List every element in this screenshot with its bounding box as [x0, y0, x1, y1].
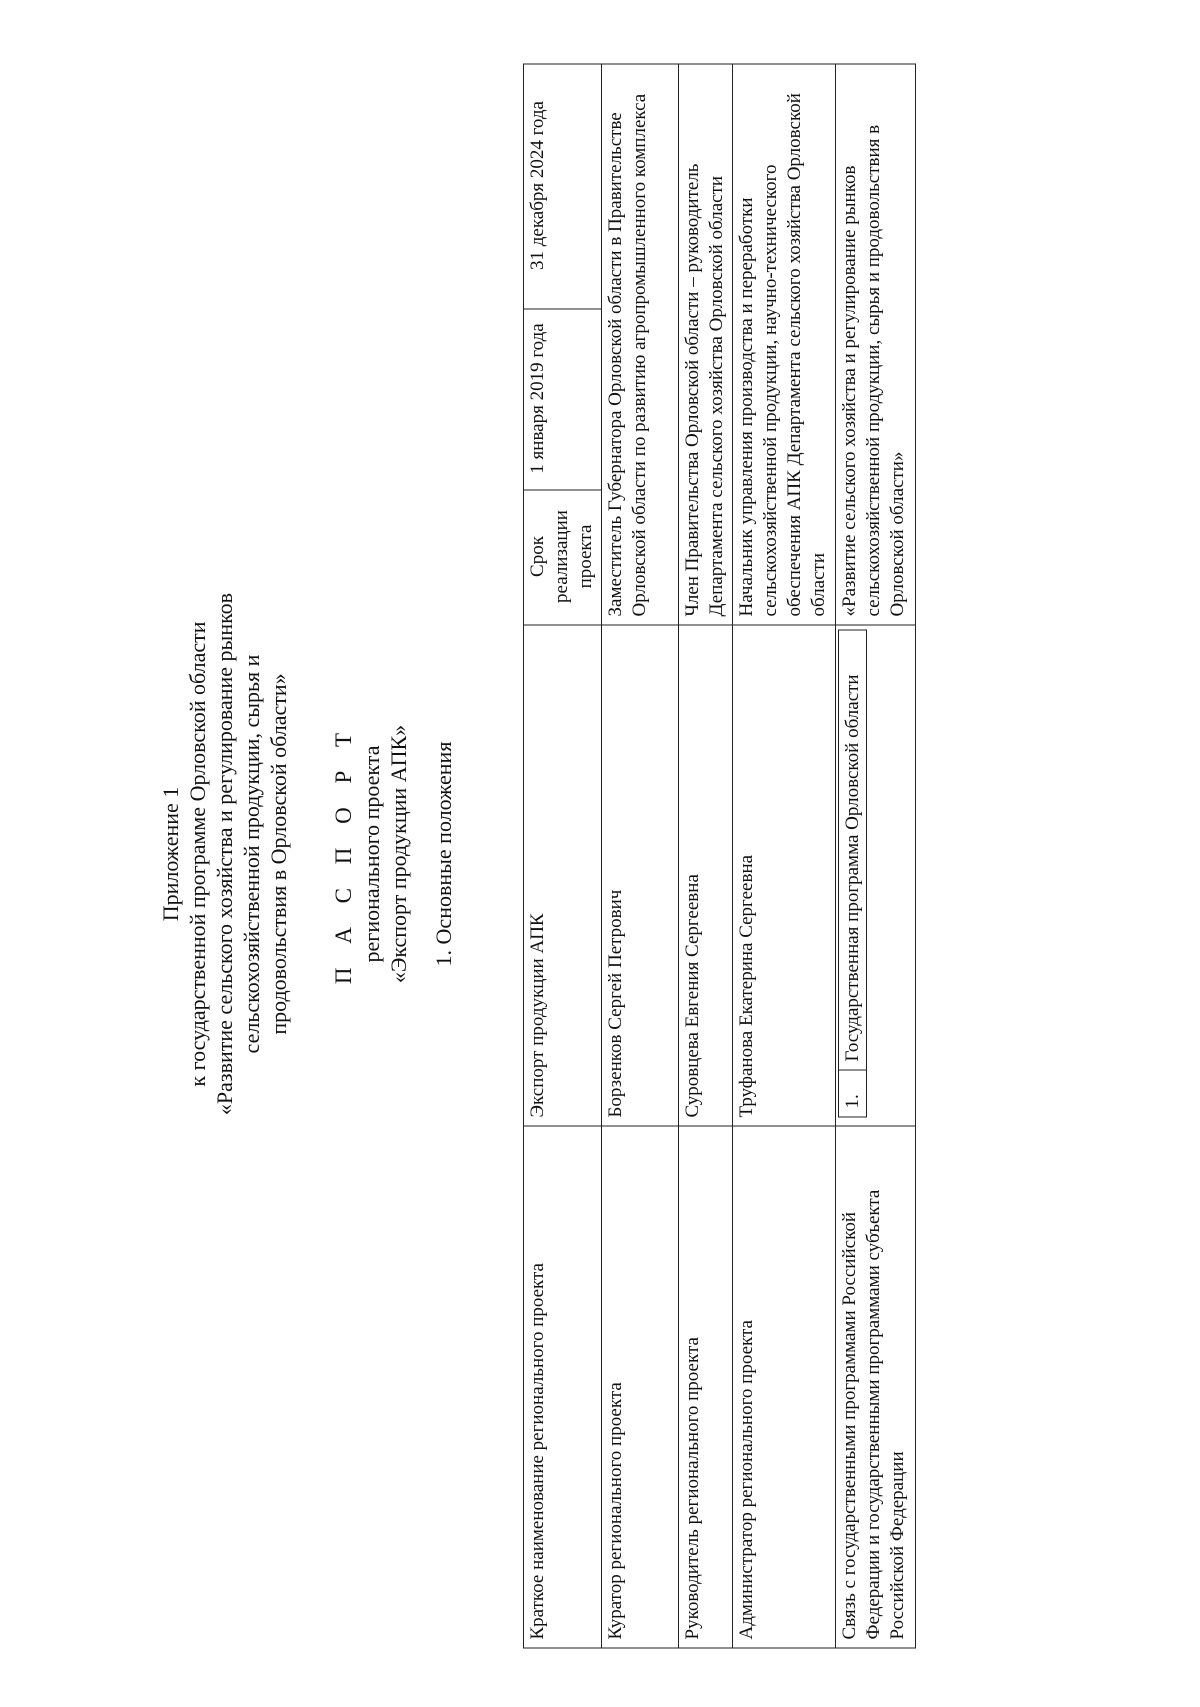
term-label: Срок реализации проекта [524, 490, 602, 625]
table-row [524, 64, 602, 1648]
term-start: 1 января 2019 года [524, 309, 602, 490]
appendix-line-1: Приложение 1 [158, 786, 183, 922]
curator-position: Заместитель Губернатора Орловской области в Правительстве Орловской области по развитию агропромышленного комплекса [602, 64, 679, 625]
rotated-sheet [40, 33, 1160, 1676]
head-position: Член Правительства Орловской области – руководитель Департамента сельского хозяйства Орловской области [679, 64, 733, 625]
term-end: 31 декабря 2024 года [524, 64, 602, 309]
row-label-programs-link: Связь с государственными программами Российской Федерации и государственными программами субъекта Российской Федерации [836, 1126, 916, 1648]
passport-table [523, 64, 916, 1649]
row-label-head: Руководитель регионального проекта [679, 1126, 733, 1648]
program-number: 1. [839, 1070, 867, 1117]
passport-title: П А С П О Р Т [331, 723, 356, 985]
appendix-line-5: продовольствия в Орловской области» [266, 673, 291, 1035]
table-row [602, 64, 679, 1648]
project-short-name: Экспорт продукции АПК [524, 625, 602, 1126]
appendix-line-3: «Развитие сельского хозяйства и регулирование рынков [212, 592, 237, 1116]
row-label-administrator: Администратор регионального проекта [733, 1126, 836, 1648]
section-title: 1. Основные положения [431, 741, 456, 967]
row-label-short-name: Краткое наименование регионального проекта [524, 1126, 602, 1648]
administrator-position: Начальник управления производства и переработки сельскохозяйственной продукции, научно-технического обеспечения АПК Департамента сельского хозяйства Орловской области [733, 64, 836, 625]
program-title: Государственная программа Орловской области [839, 630, 867, 1070]
program-inner-table [838, 630, 867, 1118]
program-name: «Развитие сельского хозяйства и регулирование рынков сельскохозяйственной продукции, сырья и продовольствия в Орловской области» [836, 64, 916, 625]
head-name: Суровцева Евгения Сергеевна [679, 625, 733, 1126]
table-row [733, 64, 836, 1648]
appendix-line-2: к государственной программе Орловской области [185, 621, 210, 1087]
passport-subtitle [358, 33, 412, 1676]
row-label-curator: Куратор регионального проекта [602, 1126, 679, 1648]
administrator-name: Труфанова Екатерина Сергеевна [733, 625, 836, 1126]
appendix-line-4: сельскохозяйственной продукции, сырья и [239, 654, 264, 1054]
appendix-header [157, 33, 292, 1676]
table-row [836, 64, 916, 1648]
passport-subtitle-1: регионального проекта [359, 745, 384, 963]
curator-name: Борзенков Сергей Петрович [602, 625, 679, 1126]
table-row [679, 64, 733, 1648]
program-cell [836, 625, 916, 1126]
passport-subtitle-2: «Экспорт продукции АПК» [386, 724, 411, 984]
